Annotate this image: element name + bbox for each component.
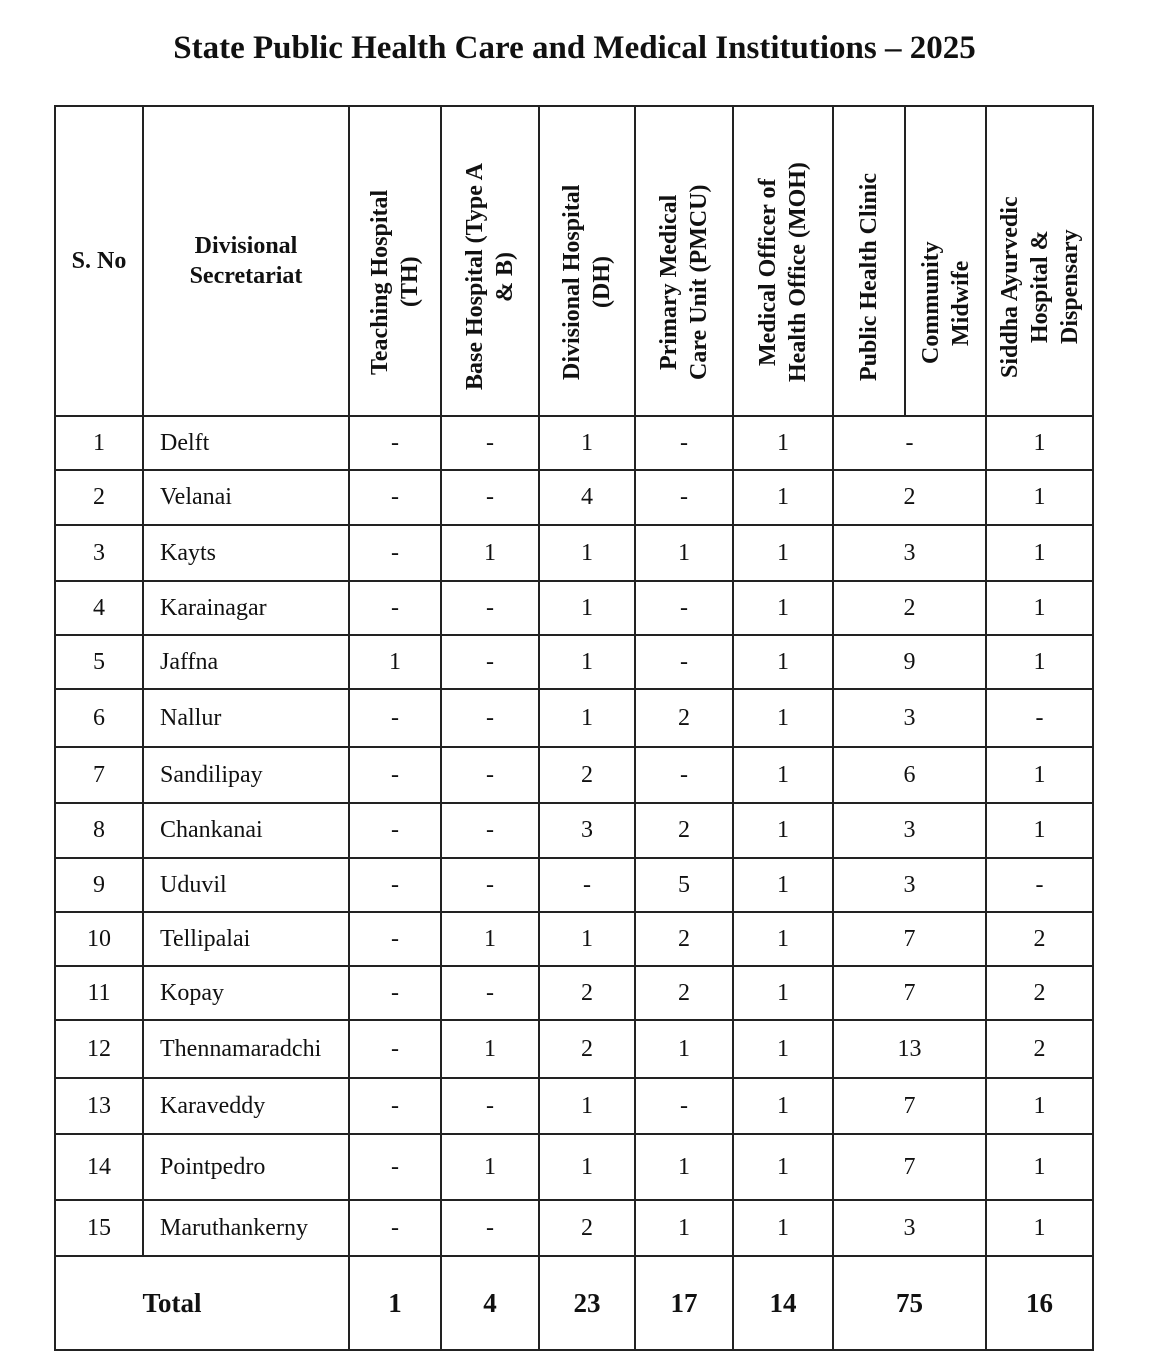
table-row [55,803,1093,858]
table-row [55,912,1093,966]
cell-dh: 1 [539,912,635,966]
cell-phc: 3 [833,1200,986,1256]
cell-pmcu: - [635,635,733,689]
cell-moh: 1 [733,858,833,912]
cell-siddha: 1 [986,1134,1093,1200]
cell-siddha: 2 [986,966,1093,1020]
cell-siddha: 2 [986,912,1093,966]
cell-bh: - [441,858,539,912]
cell-pmcu: 2 [635,966,733,1020]
cell-dh: 2 [539,747,635,803]
cell-bh: - [441,803,539,858]
cell-sno: 15 [55,1200,143,1256]
cell-th: - [349,966,441,1020]
cell-name: Uduvil [143,858,349,912]
cell-sno: 10 [55,912,143,966]
cell-phc: 7 [833,966,986,1020]
cell-moh: 1 [733,1134,833,1200]
cell-phc: 7 [833,1134,986,1200]
cell-moh: 1 [733,581,833,635]
cell-pmcu: 1 [635,1200,733,1256]
cell-sno: 6 [55,689,143,747]
cell-phc: 3 [833,858,986,912]
cell-bh: - [441,635,539,689]
cell-moh: 1 [733,689,833,747]
cell-sno: 11 [55,966,143,1020]
cell-name: Kayts [143,525,349,581]
header-row [55,106,1093,416]
cell-siddha: 1 [986,1200,1093,1256]
cell-pmcu: 2 [635,912,733,966]
cell-name: Chankanai [143,803,349,858]
cell-name: Karainagar [143,581,349,635]
table-row [55,747,1093,803]
cell-phc: 2 [833,581,986,635]
header-public-health-clinic: Public Health Clinic [833,106,905,416]
cell-th: 1 [349,635,441,689]
cell-th: - [349,1200,441,1256]
cell-siddha: 1 [986,803,1093,858]
cell-moh: 1 [733,1078,833,1134]
cell-sno: 8 [55,803,143,858]
cell-th: - [349,1020,441,1078]
cell-name: Maruthankerny [143,1200,349,1256]
cell-phc: 3 [833,525,986,581]
cell-th: - [349,1134,441,1200]
cell-siddha: 1 [986,635,1093,689]
cell-th: - [349,416,441,470]
cell-pmcu: 1 [635,1020,733,1078]
cell-phc: 3 [833,689,986,747]
header-siddha: Siddha Ayurvedic Hospital & Dispensary [986,106,1093,416]
cell-name: Kopay [143,966,349,1020]
cell-th: - [349,858,441,912]
total-th: 1 [349,1256,441,1350]
table-row [55,966,1093,1020]
header-divisional-secretariat: Divisional Secretariat [143,106,349,416]
cell-pmcu: 1 [635,1134,733,1200]
header-base-hospital: Base Hospital (Type A & B) [441,106,539,416]
cell-name: Sandilipay [143,747,349,803]
total-pmcu: 17 [635,1256,733,1350]
cell-name: Thennamaradchi [143,1020,349,1078]
cell-bh: - [441,581,539,635]
table-row [55,581,1093,635]
institutions-table [54,105,1094,1351]
table-row [55,416,1093,470]
cell-pmcu: 5 [635,858,733,912]
cell-pmcu: - [635,1078,733,1134]
table-row [55,470,1093,525]
cell-phc: 9 [833,635,986,689]
cell-th: - [349,912,441,966]
cell-pmcu: - [635,416,733,470]
cell-phc: 13 [833,1020,986,1078]
cell-sno: 3 [55,525,143,581]
cell-phc: 6 [833,747,986,803]
cell-name: Tellipalai [143,912,349,966]
cell-name: Karaveddy [143,1078,349,1134]
cell-sno: 4 [55,581,143,635]
table-row [55,1134,1093,1200]
cell-sno: 14 [55,1134,143,1200]
cell-sno: 12 [55,1020,143,1078]
cell-phc: 7 [833,912,986,966]
cell-moh: 1 [733,525,833,581]
cell-moh: 1 [733,803,833,858]
cell-bh: - [441,689,539,747]
cell-phc: 3 [833,803,986,858]
cell-dh: 1 [539,689,635,747]
cell-moh: 1 [733,966,833,1020]
total-bh: 4 [441,1256,539,1350]
cell-name: Nallur [143,689,349,747]
cell-dh: 1 [539,416,635,470]
cell-dh: 2 [539,1020,635,1078]
cell-sno: 5 [55,635,143,689]
cell-pmcu: - [635,581,733,635]
cell-name: Velanai [143,470,349,525]
cell-phc: - [833,416,986,470]
cell-bh: - [441,747,539,803]
cell-phc: 2 [833,470,986,525]
cell-siddha: - [986,689,1093,747]
cell-moh: 1 [733,635,833,689]
cell-th: - [349,803,441,858]
page-title: State Public Health Care and Medical Institutions – 2025 [173,30,976,66]
cell-th: - [349,747,441,803]
header-teaching-hospital: Teaching Hospital (TH) [349,106,441,416]
cell-pmcu: - [635,747,733,803]
cell-siddha: 1 [986,470,1093,525]
cell-moh: 1 [733,416,833,470]
table-row [55,858,1093,912]
total-phc: 75 [833,1256,986,1350]
cell-pmcu: 1 [635,525,733,581]
cell-moh: 1 [733,1200,833,1256]
total-dh: 23 [539,1256,635,1350]
cell-th: - [349,470,441,525]
cell-dh: 1 [539,635,635,689]
table-row [55,525,1093,581]
cell-bh: 1 [441,1134,539,1200]
cell-phc: 7 [833,1078,986,1134]
cell-dh: - [539,858,635,912]
cell-dh: 1 [539,525,635,581]
cell-sno: 9 [55,858,143,912]
cell-moh: 1 [733,1020,833,1078]
cell-name: Delft [143,416,349,470]
header-moh: Medical Officer of Health Office (MOH) [733,106,833,416]
cell-siddha: 1 [986,416,1093,470]
cell-dh: 2 [539,1200,635,1256]
cell-bh: - [441,416,539,470]
cell-th: - [349,689,441,747]
cell-dh: 4 [539,470,635,525]
cell-name: Pointpedro [143,1134,349,1200]
cell-bh: - [441,1078,539,1134]
cell-moh: 1 [733,470,833,525]
header-divisional-hospital: Divisional Hospital (DH) [539,106,635,416]
cell-bh: 1 [441,525,539,581]
cell-pmcu: - [635,470,733,525]
cell-pmcu: 2 [635,803,733,858]
header-sno: S. No [55,106,143,416]
cell-siddha: 1 [986,1078,1093,1134]
table-row [55,635,1093,689]
cell-bh: 1 [441,1020,539,1078]
total-label: Total [55,1256,349,1350]
header-pmcu: Primary Medical Care Unit (PMCU) [635,106,733,416]
table-row [55,689,1093,747]
cell-th: - [349,1078,441,1134]
total-moh: 14 [733,1256,833,1350]
cell-bh: - [441,966,539,1020]
table-row [55,1020,1093,1078]
cell-th: - [349,525,441,581]
cell-moh: 1 [733,747,833,803]
cell-dh: 1 [539,1134,635,1200]
cell-dh: 1 [539,1078,635,1134]
cell-moh: 1 [733,912,833,966]
cell-dh: 3 [539,803,635,858]
total-row [55,1256,1093,1350]
cell-bh: 1 [441,912,539,966]
cell-siddha: 1 [986,525,1093,581]
cell-dh: 1 [539,581,635,635]
table-row [55,1200,1093,1256]
cell-sno: 1 [55,416,143,470]
cell-sno: 7 [55,747,143,803]
cell-dh: 2 [539,966,635,1020]
cell-siddha: - [986,858,1093,912]
total-siddha: 16 [986,1256,1093,1350]
cell-th: - [349,581,441,635]
cell-siddha: 1 [986,581,1093,635]
cell-pmcu: 2 [635,689,733,747]
cell-siddha: 2 [986,1020,1093,1078]
cell-sno: 13 [55,1078,143,1134]
cell-bh: - [441,1200,539,1256]
cell-name: Jaffna [143,635,349,689]
header-community-midwife: Community Midwife [905,106,986,416]
cell-siddha: 1 [986,747,1093,803]
cell-bh: - [441,470,539,525]
cell-sno: 2 [55,470,143,525]
table-row [55,1078,1093,1134]
